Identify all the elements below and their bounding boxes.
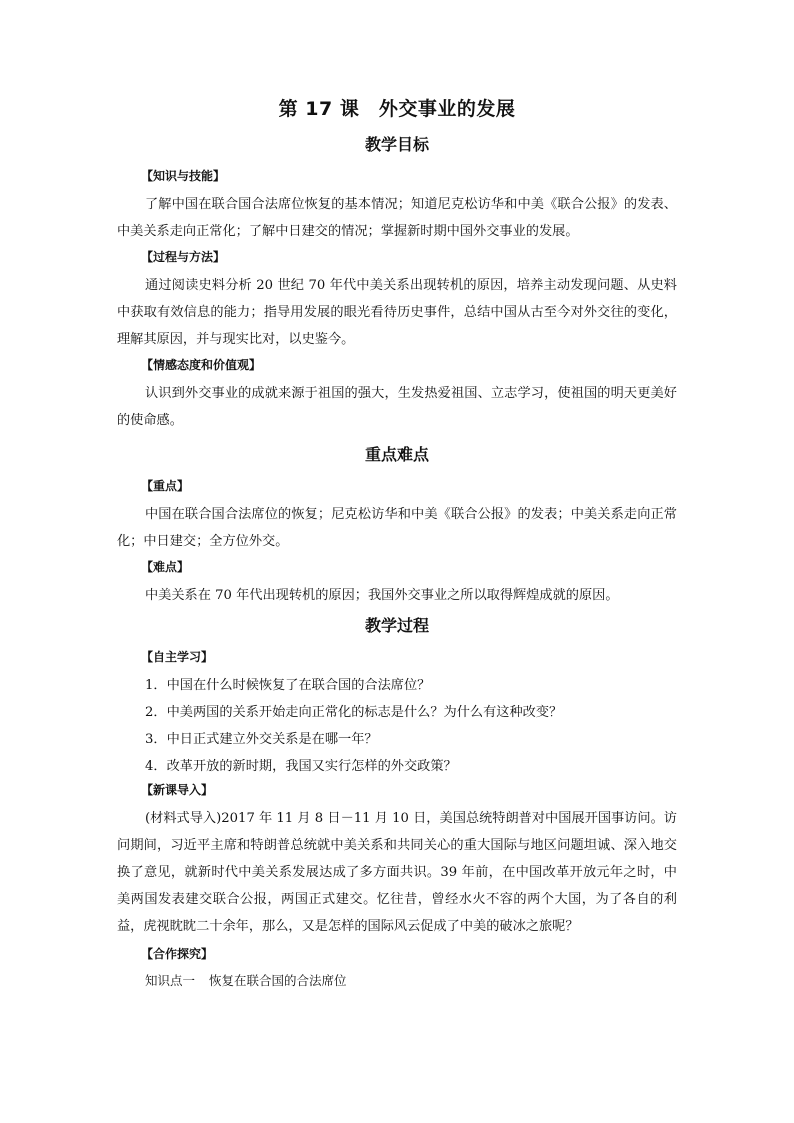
label-focus: 【重点】 xyxy=(141,479,190,493)
paragraph-process-method: 通过阅读史料分析 20 世纪 70 年代中美关系出现转机的原因，培养主动发现问题、从史料中获取有效信息的能力；指导用发展的眼光看待历史事件，总结中国从古至今对外交往的变化，理解其原因，并与现实比对，以史鉴今。 xyxy=(117,278,677,347)
knowledge-point-heading xyxy=(117,969,677,993)
section-heading-process: 教学过程 xyxy=(364,616,429,635)
paragraph-emotion: 认识到外交事业的成就来源于祖国的强大，生发热爱祖国、立志学习，使祖国的明天更美好的使命感。 xyxy=(117,386,677,428)
label-emotion: 【情感态度和价值观】 xyxy=(141,358,262,372)
label-knowledge: 【知识与技能】 xyxy=(141,169,226,183)
page-title: 第 17 课 外交事业的发展 xyxy=(278,98,516,120)
list-item: 4．改革开放的新时期，我国又实行怎样的外交政策？ xyxy=(145,759,457,774)
list-item: 2．中美两国的关系开始走向正常化的标志是什么？为什么有这种改变？ xyxy=(145,705,563,720)
paragraph-knowledge: 了解中国在联合国合法席位恢复的基本情况；知道尼克松访华和中美《联合公报》的发表、中美关系走向正常化；了解中日建交的情况；掌握新时期中国外交事业的发展。 xyxy=(117,197,677,239)
label-process-method: 【过程与方法】 xyxy=(141,250,226,264)
knowledge-point-number: 知识点一 xyxy=(145,973,196,988)
list-item: 1．中国在什么时候恢复了在联合国的合法席位？ xyxy=(145,678,431,693)
list-item: 3．中日正式建立外交关系是在哪一年？ xyxy=(145,732,378,747)
section-heading-key-points: 重点难点 xyxy=(364,445,429,464)
document-content xyxy=(117,96,677,993)
section-heading-goals: 教学目标 xyxy=(364,135,429,154)
paragraph-difficulty: 中美关系在 70 年代出现转机的原因；我国外交事业之所以取得辉煌成就的原因。 xyxy=(145,588,619,603)
label-explore: 【合作探究】 xyxy=(141,947,214,961)
knowledge-point-title: 恢复在联合国的合法席位 xyxy=(209,973,347,988)
label-intro: 【新课导入】 xyxy=(141,783,214,797)
label-self-study: 【自主学习】 xyxy=(141,650,214,664)
label-difficulty: 【难点】 xyxy=(141,560,190,574)
paragraph-focus: 中国在联合国合法席位的恢复；尼克松访华和中美《联合公报》的发表；中美关系走向正常化；中日建交；全方位外交。 xyxy=(117,507,677,549)
paragraph-intro: (材料式导入)2017 年 11 月 8 日－11 月 10 日，美国总统特朗普对中国展开国事访问。访问期间，习近平主席和特朗普总统就中美关系和共同关心的重大国际与地区问题坦诚、深入地交换了意见，就新时代中美关系发展达成了多方面共识。39 年前，在中国改革开放元年之时，中美两国发表建交联合公报，两国正式建交。忆往昔，曾经水火不容的两个大国，为了各自的利益，虎视眈眈二十余年，那么，又是怎样的国际风云促成了中美的破冰之旅呢？ xyxy=(117,811,677,934)
